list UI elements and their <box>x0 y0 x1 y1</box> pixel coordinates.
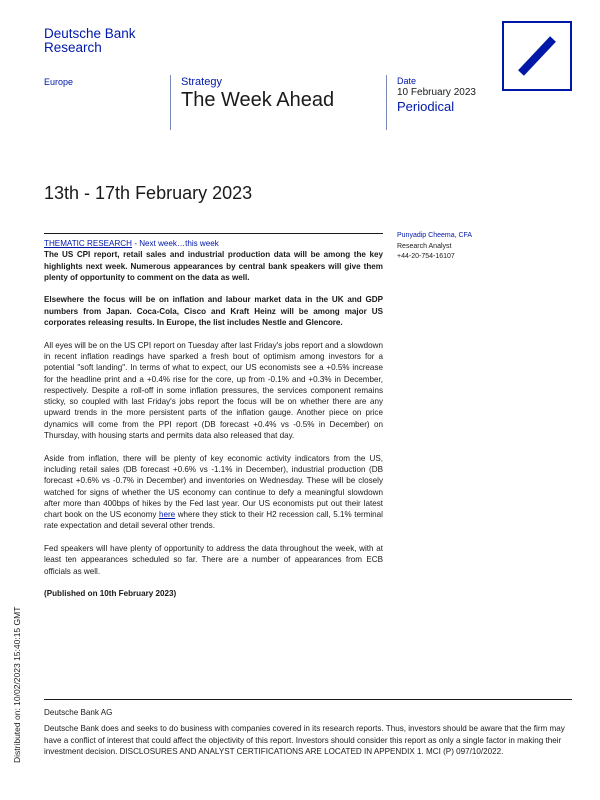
lead-paragraph-2: Elsewhere the focus will be on inflation and labour market data in the UK and GDP numbers from Japan. Coca-Cola, Cisco and Kraft Heinz will be among major US corporates releasing results. In Europe, the list includes Nestle and Glencore. <box>44 295 383 328</box>
body-paragraph-2 <box>44 453 383 532</box>
week-range-heading: 13th - 17th February 2023 <box>44 183 253 203</box>
brand-line2: Research <box>44 40 102 55</box>
body-paragraph-1: All eyes will be on the US CPI report on Tuesday after last Friday's jobs report and a slowdown in recent inflation readings have sparked a fresh bout of optimism among investors for a potential "soft landing". In terms of what to expect, our US economists see a +0.5% increase for the headline print and a +0.4% rise for the core, up from -0.1% and +0.3% in December, respectively. Despite a roll-off in some inflation pressures, the services component remains sticky, so coupled with last Friday's jobs report the focus will be on whether there are any upward trends in the more persistent parts of the inflation gauge. Another piece on price dynamics will come from the PPI report (DB forecast +0.4% vs -0.5% in December) on Thursday, with housing starts and permits data also released that day. <box>44 340 383 441</box>
para2-text-after: where they stick to their H2 recession call, 5.1% terminal rate expectation and detail several other trends. <box>44 510 383 531</box>
body-paragraph-3: Fed speakers will have plenty of opportunity to address the data throughout the week, with at least ten appearances scheduled so far. There are a number of appearances from ECB officials as well. <box>44 544 383 576</box>
chart-book-link[interactable]: here <box>158 510 176 520</box>
deutsche-bank-logo-icon <box>502 21 572 91</box>
date-value: 10 February 2023 <box>397 87 476 98</box>
analyst-info <box>397 231 472 263</box>
header-divider <box>170 75 171 130</box>
thematic-line <box>44 238 383 249</box>
footer-disclaimer: Deutsche Bank does and seeks to do business with companies covered in its research reports. Thus, investors should be aware that the firm may have a conflict of interest that could affect the objectivity of this report. Investors should consider this report as only a single factor in making their investment decision. DISCLOSURES AND ANALYST CERTIFICATIONS ARE LOCATED IN APPENDIX 1. MCI (P) 097/10/2022. <box>44 724 565 756</box>
report-body <box>44 238 383 611</box>
distribution-stamp: Distributed on: 10/02/2023 15:40:15 GMT <box>12 606 22 763</box>
analyst-role: Research Analyst <box>397 242 452 250</box>
section-divider <box>44 233 383 234</box>
analyst-name[interactable]: Punyadip Cheema, CFA <box>397 232 473 239</box>
lead-paragraph-1: The US CPI report, retail sales and industrial production data will be among the key highlights next week. Numerous appearances by central bank speakers will give them plenty of opportunity to comment on the data as well. <box>44 250 383 282</box>
date-label: Date <box>397 76 417 86</box>
analyst-phone: +44-20-754-16107 <box>397 253 455 260</box>
publication-type: Periodical <box>397 99 455 114</box>
footer-company: Deutsche Bank AG <box>44 708 113 717</box>
page-title: The Week Ahead <box>181 89 335 111</box>
footer <box>44 707 572 757</box>
brand-line1: Deutsche Bank <box>44 26 136 41</box>
para2-text-before: Aside from inflation, there will be plenty of key economic activity indicators from the US, including retail sales (DB forecast +0.6% vs -1.1% in December), industrial production (DB forecast +0.6% vs -0.7% in December) and inventories on Wednesday. These will be closely watched for signs of whether the US economy can continue to defy a meaningful slowdown after more than 400bps of hikes by the Fed last year. Our US economists put out their latest chart book on the US economy <box>44 453 383 520</box>
thematic-research-link[interactable]: THEMATIC RESEARCH <box>44 239 132 248</box>
region-label: Europe <box>44 77 74 87</box>
header-divider <box>386 75 387 130</box>
published-note: (Published on 10th February 2023) <box>44 589 177 599</box>
brand-name <box>44 27 136 55</box>
footer-divider <box>44 699 572 700</box>
category-label: Strategy <box>181 76 222 88</box>
thematic-tail: - Next week…this week <box>132 239 219 248</box>
